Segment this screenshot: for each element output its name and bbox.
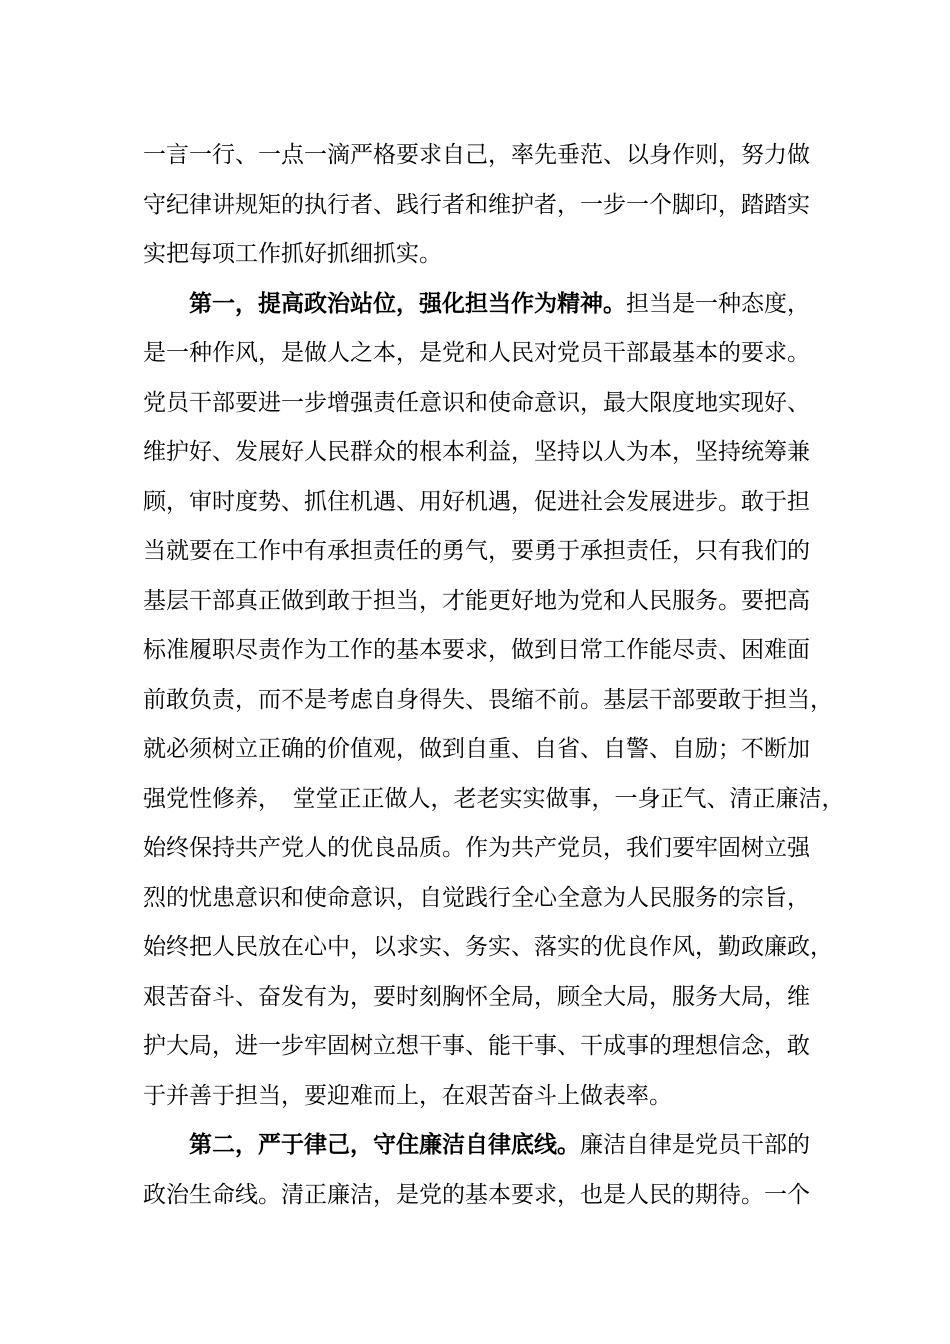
text-line [143,1021,815,1071]
text-line [143,823,815,873]
line-text: 前敢负责，而不是考虑自身得失、畏缩不前。基层干部要敢于担当， [143,686,833,712]
line-text: 政治生命线。清正廉洁，是党的基本要求，也是人民的期待。一个 [143,1181,810,1207]
text-line [143,1071,815,1121]
line-text: 基层干部真正做到敢于担当，才能更好地为党和人民服务。要把高 [143,587,810,613]
line-text: 廉洁自律是党员干部的 [580,1132,810,1157]
text-line [143,1120,815,1170]
line-text: 党员干部要进一步增强责任意识和使命意识，最大限度地实现好、 [143,389,810,415]
line-text: 强党性修养， 堂堂正正做人，老老实实做事，一身正气、清正廉洁， [143,785,845,811]
text-line [143,279,815,329]
text-line [143,427,815,477]
line-text: 担当是一种态度， [626,290,810,316]
text-line [143,477,815,527]
text-line [143,625,815,675]
text-line [143,576,815,626]
text-line [143,526,815,576]
line-text: 就必须树立正确的价值观，做到自重、自省、自警、自励；不断加 [143,736,810,761]
text-line [143,180,815,230]
text-line [143,922,833,972]
line-text: 当就要在工作中有承担责任的勇气，要勇于承担责任，只有我们的 [143,538,810,563]
text-line [143,972,815,1022]
line-text: 始终保持共产党人的优良品质。作为共产党员，我们要牢固树立强 [143,835,810,860]
line-text: 艰苦奋斗、奋发有为，要时刻胸怀全局，顾全大局，服务大局，维 [143,983,810,1009]
line-text: 烈的忧患意识和使命意识，自觉践行全心全意为人民服务的宗旨， [143,884,810,910]
text-line [143,229,815,279]
text-line [143,724,815,774]
text-line [143,328,815,378]
line-text: 实把每项工作抓好抓细抓实。 [143,241,442,266]
line-text: 是一种作风，是做人之本，是党和人民对党员干部最基本的要求。 [143,340,810,365]
text-line [143,675,833,725]
text-line [143,378,815,428]
line-text: 标准履职尽责作为工作的基本要求，做到日常工作能尽责、困难面 [143,637,810,662]
paragraph-lead-bold: 第一，提高政治站位，强化担当作为精神。 [189,290,626,316]
document-body [143,130,845,1219]
line-text: 护大局，进一步牢固树立想干事、能干事、干成事的理想信念，敢 [143,1033,810,1058]
text-line [143,774,845,824]
line-text: 始终把人民放在心中，以求实、务实、落实的优良作风，勤政廉政， [143,934,833,959]
paragraph-lead-bold: 第二，严于律己，守住廉洁自律底线。 [189,1132,580,1157]
line-text: 一言一行、一点一滴严格要求自己，率先垂范、以身作则，努力做 [143,142,810,167]
line-text: 顾，审时度势、抓住机遇、用好机遇，促进社会发展进步。敢于担 [143,488,810,514]
text-line [143,130,815,180]
line-text: 守纪律讲规矩的执行者、践行者和维护者，一步一个脚印，踏踏实 [143,191,810,217]
line-text: 于并善于担当，要迎难而上，在艰苦奋斗上做表率。 [143,1082,672,1108]
line-text: 维护好、发展好人民群众的根本利益，坚持以人为本，坚持统筹兼 [143,439,810,464]
text-line [143,873,815,923]
text-line [143,1170,815,1220]
